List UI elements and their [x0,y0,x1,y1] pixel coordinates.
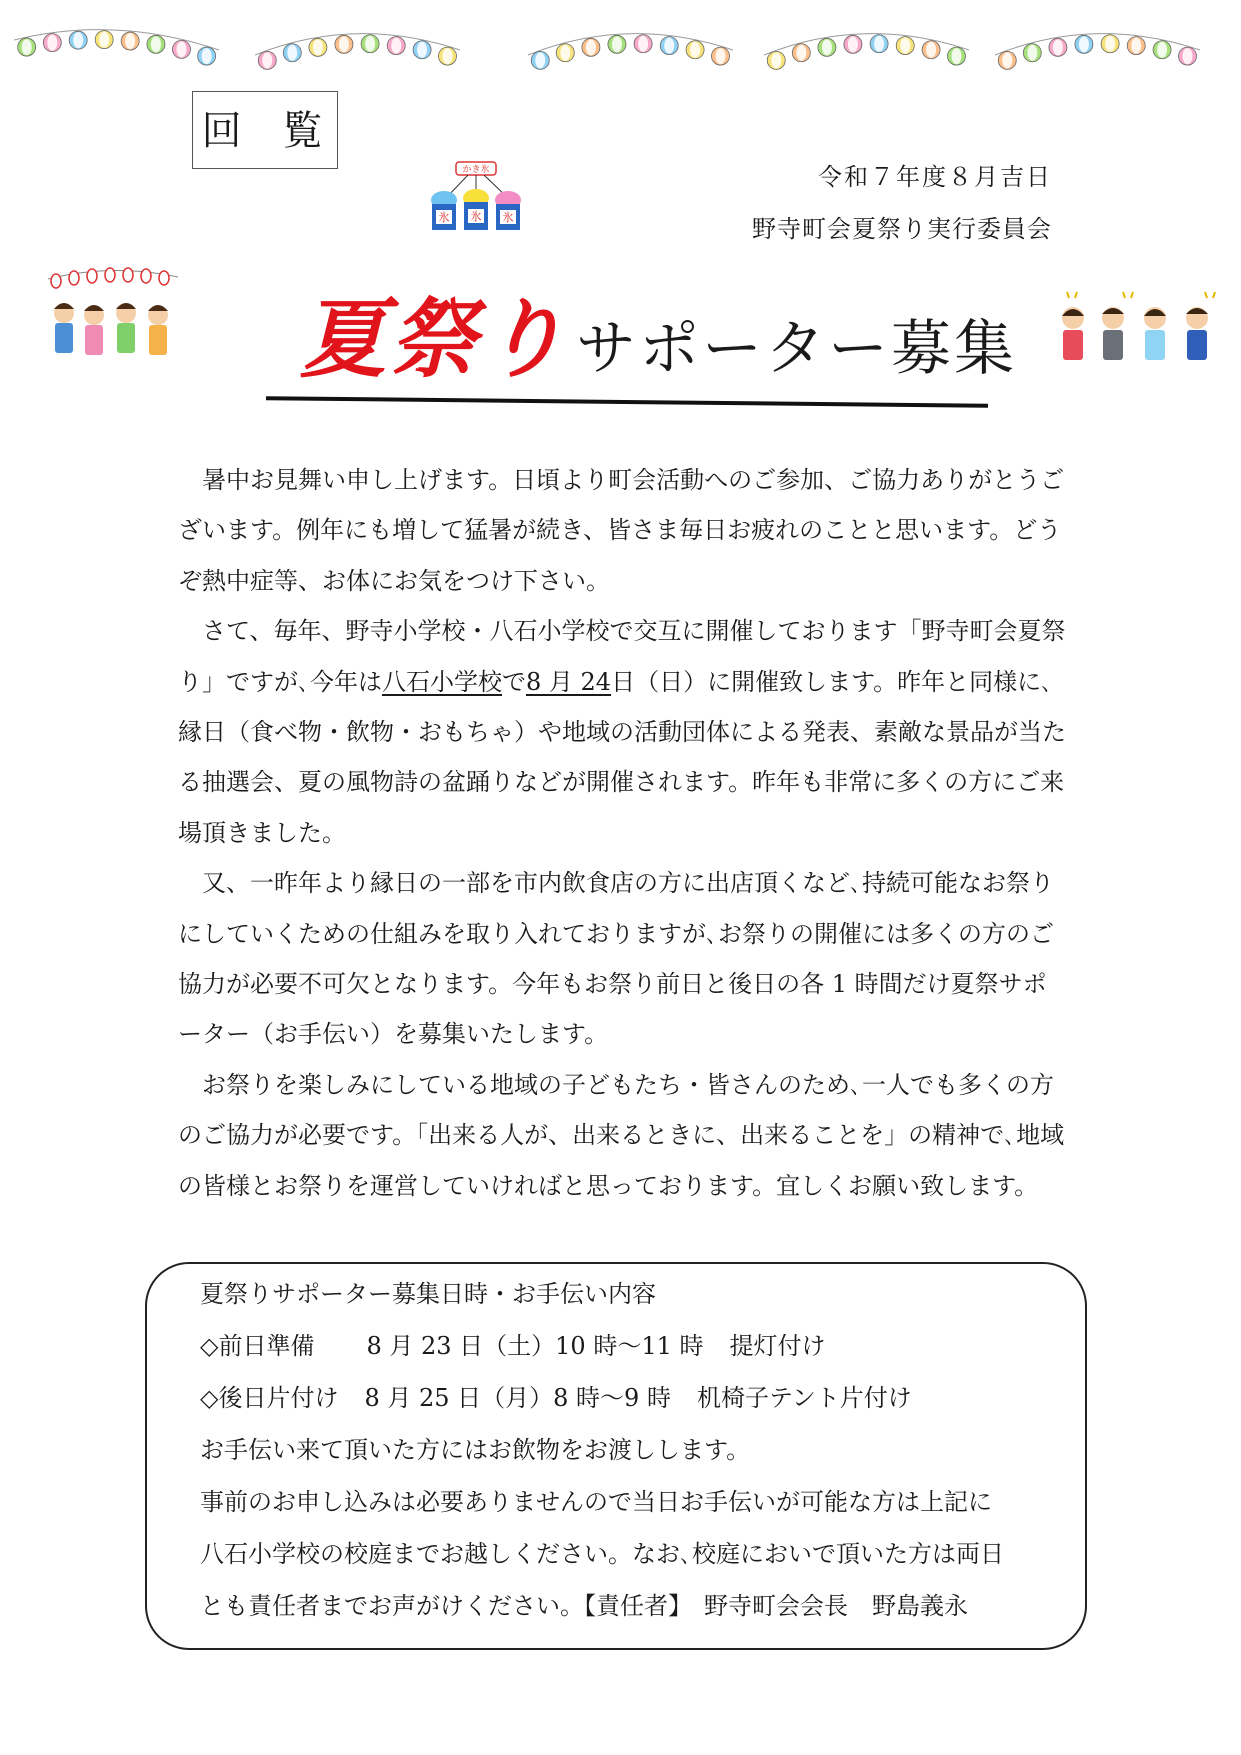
lantern-icon [922,41,940,59]
lantern-icon [711,47,729,65]
kakigori-icon [420,160,532,238]
lantern-icon [896,37,914,55]
info-box-content [200,1268,1004,1632]
lantern-icon [413,41,431,59]
prep-row: ◇前日準備 8 月 23 日（土）10 時～11 時 提灯付け [200,1332,826,1360]
lantern-icon [556,44,574,62]
note-line-3: とも責任者までお声がけください。【責任者】 野寺町会会長 野島義永 [200,1592,968,1620]
lantern-icon [335,35,353,53]
lantern-icon [818,38,836,56]
cleanup-row: ◇後日片付け 8 月 25 日（月）8 時～9 時 机椅子テント片付け [200,1384,912,1412]
lantern-icon [69,31,87,49]
drinks-note: お手伝い来て頂いた方にはお飲物をお渡しします。 [200,1436,751,1464]
issue-date: 令和７年度８月吉日 [818,163,1052,191]
lantern-icon [18,38,36,56]
title-underline [266,396,988,408]
lantern-garland-icon [528,10,733,90]
lantern-garland-icon [764,10,969,90]
paragraph-supporters: 又、一昨年より縁日の一部を市内飲食店の方に出店頂くなど､持続可能なお祭りにしていくための仕組みを取り入れておりますが､お祭りの開催には多くの方のご協力が必要不可欠となります。今年もお祭り前日と後日の各 1 時間だけ夏祭サポーター（お手伝い）を募集いたします。 [178,869,1054,1049]
event-date: 8 月 24 [526,667,612,696]
lantern-icon [767,51,785,69]
lantern-garland-icon [995,10,1200,90]
lantern-icon [387,37,405,55]
lantern-icon [1075,35,1093,53]
happy-children-icon [1057,290,1222,368]
lantern-icon [309,38,327,56]
lantern-icon [844,35,862,53]
lantern-icon [258,51,276,69]
lantern-icon [1023,44,1041,62]
page-title [300,270,1017,394]
note-line-2: 八石小学校の校庭までお越しください。なお､校庭においで頂いた方は両日 [200,1540,1004,1568]
lantern-icon [870,35,888,53]
svg-text:氷: 氷 [438,211,450,224]
lantern-icon [1101,35,1119,53]
kairan-label: 回 覧 [192,91,338,169]
svg-text:氷: 氷 [470,210,482,223]
lantern-icon [686,41,704,59]
lantern-icon [531,51,549,69]
lantern-icon [121,32,139,50]
lantern-icon [283,44,301,62]
lantern-icon [1153,41,1171,59]
lantern-icon [792,44,810,62]
lantern-icon [1049,38,1067,56]
title-red: 夏祭り [300,290,570,390]
lantern-icon [95,31,113,49]
venue-school: 八石小学校 [382,667,502,696]
body-text [178,455,1068,1211]
lantern-icon [198,47,216,65]
lantern-icon [1127,37,1145,55]
lantern-icon [660,37,678,55]
info-heading: 夏祭りサポーター募集日時・お手伝い内容 [200,1280,656,1308]
title-black: サポーター募集 [576,314,1017,384]
lantern-icon [438,47,456,65]
organization-name: 野寺町会夏祭り実行委員会 [752,215,1052,243]
lantern-garland-icon [255,10,460,90]
lantern-icon [1178,47,1196,65]
lantern-icon [608,35,626,53]
lantern-icon [43,34,61,52]
lantern-icon [947,47,965,65]
note-line-1: 事前のお申し込みは必要ありませんので当日お手伝いが可能な方は上記に [200,1488,992,1516]
lantern-icon [582,38,600,56]
lantern-icon [172,40,190,58]
paragraph-greeting: 暑中お見舞い申し上げます。日頃より町会活動へのご参加、ご協力ありがとうございます。例年にも増して猛暑が続き、皆さま毎日お疲れのことと思います。どうぞ熱中症等、お体にお気をつけ下さい。 [178,466,1065,595]
paragraph-request: お祭りを楽しみにしている地域の子どもたち・皆さんのため､一人でも多くの方のご協力が必要です。｢出来る人が、出来るときに、出来ることを」の精神で､地域の皆様とお祭りを運営していければと思っております。宜しくお願い致します。 [178,1070,1065,1200]
kakigori-sign-text: かき氷 [462,165,490,175]
lantern-icon [998,51,1016,69]
lantern-icon [361,35,379,53]
lantern-icon [147,35,165,53]
dancing-children-icon [46,265,181,370]
lantern-garland-icon [14,10,219,90]
paragraph-event: さて、毎年、野寺小学校・八石小学校で交互に開催しております「野寺町会夏祭り」ですが､今年は八石小学校で8 月 24日（日）に開催致します。昨年と同様に､縁日（食べ物・飲物・おもちゃ）や地域の活動団体による発表、素敵な景品が当たる抽選会、夏の風物詩の盆踊りなどが開催されます。昨年も非常に多くの方にご来場頂きました。 [178,617,1066,847]
svg-text:氷: 氷 [502,211,514,224]
lantern-icon [634,35,652,53]
